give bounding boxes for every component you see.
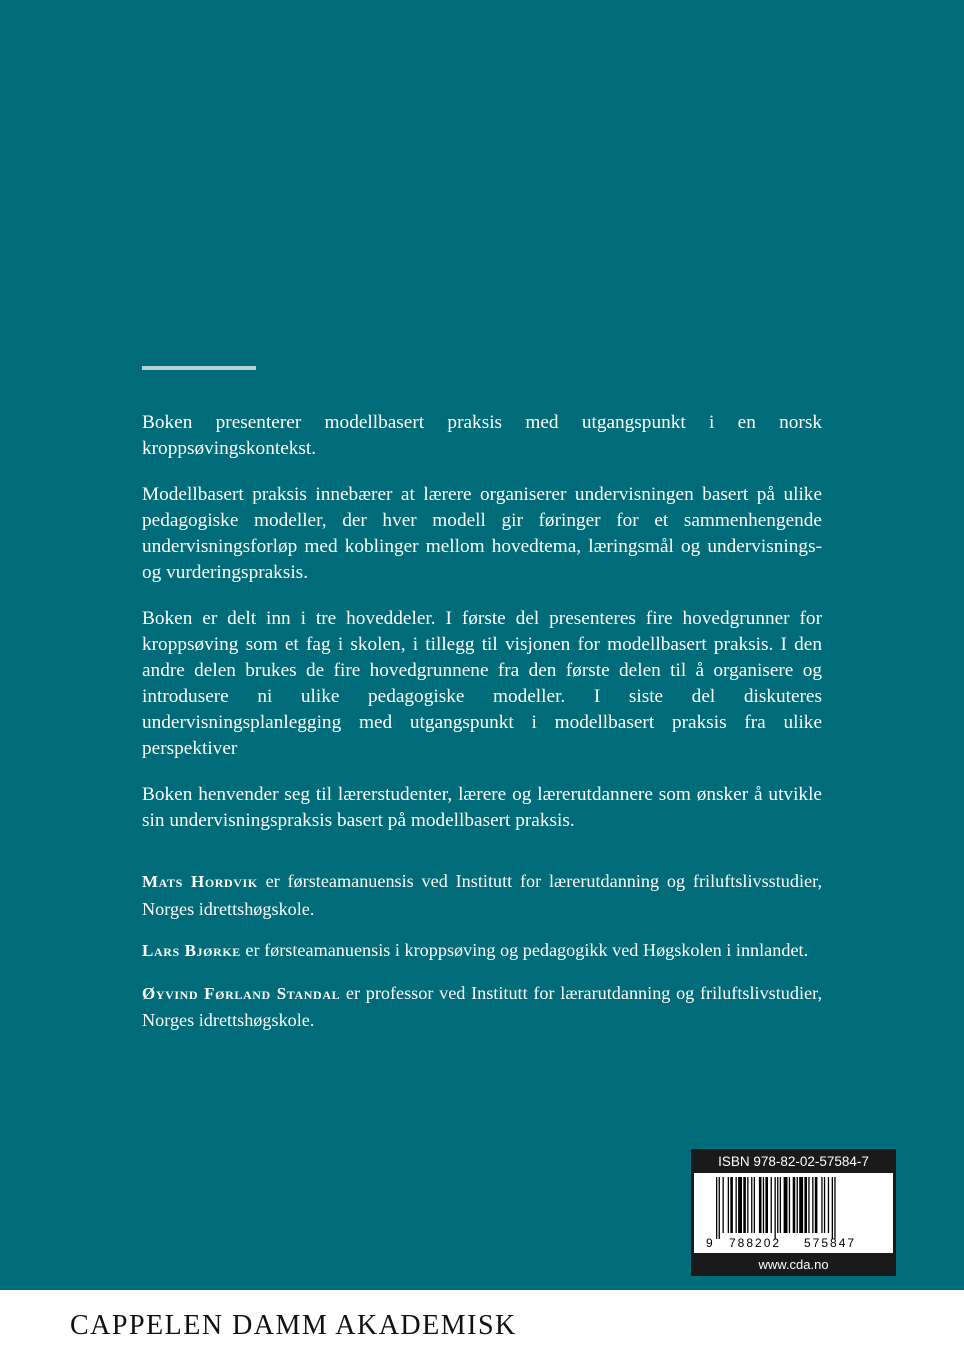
decorative-rule (142, 366, 256, 370)
barcode-bar (723, 1177, 724, 1233)
barcode-bar (738, 1177, 742, 1233)
barcode-bar (777, 1177, 778, 1233)
barcode-bar (730, 1177, 733, 1233)
barcode-bar (799, 1177, 803, 1233)
barcode-bar (832, 1177, 833, 1239)
barcode-bar (812, 1177, 813, 1233)
website-label: www.cda.no (758, 1257, 829, 1272)
isbn-label: ISBN 978-82-02-57584-7 (718, 1154, 869, 1169)
isbn-barcode-box (691, 1149, 896, 1276)
barcode-bar (751, 1177, 752, 1233)
barcode-bar (804, 1177, 807, 1233)
author-bio-2 (142, 937, 822, 965)
barcode-digit-first: 9 (706, 1236, 713, 1250)
barcode-bar (747, 1177, 748, 1233)
blurb-paragraph-3: Boken er delt inn i tre hoveddeler. I første del presenteres fire hovedgrunner for kroppsøving som et fag i skolen, i tillegg til visjonen for modellbasert praksis. I den andre delen brukes de fire hovedgrunnene fra den første delen til å organisere og introdusere ni ulike pedagogiske modeller. I siste del diskuteres undervisningsplanlegging med utgangspunkt i modellbasert praksis fra ulike perspektiver (142, 608, 822, 759)
publisher-logo: CAPPELEN DAMM AKADEMISK (70, 1310, 517, 1341)
barcode-bar (775, 1177, 776, 1239)
barcode-bar (771, 1177, 772, 1233)
barcode-bar (815, 1177, 818, 1233)
author-name: Øyvind Førland Standal (142, 983, 341, 1003)
barcode-bar (759, 1177, 762, 1233)
barcode-digits-left: 788202 (729, 1236, 782, 1250)
blurb-text (142, 410, 822, 1049)
barcode-bar (736, 1177, 737, 1233)
barcode-bar (834, 1177, 835, 1239)
author-bio-1 (142, 868, 822, 922)
barcode-digits-right: 575847 (804, 1236, 857, 1250)
barcode-bar (824, 1177, 825, 1233)
author-name: Mats Hordvik (142, 872, 258, 891)
barcode-bar (765, 1177, 768, 1233)
barcode-bar (789, 1177, 790, 1233)
barcode-bar (743, 1177, 746, 1233)
barcode (694, 1173, 893, 1253)
barcode-bar (780, 1177, 781, 1233)
blurb-paragraph-4: Boken henvender seg til lærerstudenter, lærere og lærerutdannere som ønsker å utvikle sin undervisningspraksis basert på modellbasert praksis. (142, 784, 822, 831)
barcode-bar (821, 1177, 822, 1233)
barcode-bar (797, 1177, 798, 1233)
author-bio-3 (142, 980, 822, 1034)
author-name: Lars Bjørke (142, 941, 241, 960)
barcode-bar (716, 1177, 717, 1239)
barcode-bar (719, 1177, 720, 1239)
author-description: er professor ved Institutt for lærarutdanning og friluftslivstudier, Norges idrettshøgskole. (142, 982, 822, 1030)
barcode-bar (828, 1177, 829, 1233)
blurb-paragraph-2: Modellbasert praksis innebærer at lærere organiserer undervisningen basert på ulike pedagogiske modeller, der hver modell gir føringer for et sammenhengende undervisningsforløp med koblinger mellom hovedtema, læringsmål og undervisnings- og vurderingspraksis. (142, 484, 822, 583)
barcode-bar (728, 1177, 729, 1233)
barcode-bar (763, 1177, 764, 1233)
barcode-graphic (694, 1173, 893, 1253)
author-description: er førsteamanuensis ved Institutt for lærerutdanning og friluftslivsstudier, Norges idrettshøgskole. (142, 871, 822, 919)
blurb-paragraph-1: Boken presenterer modellbasert praksis med utgangspunkt i en norsk kroppsøvingskontekst. (142, 412, 822, 459)
author-description: er førsteamanuensis i kroppsøving og pedagogikk ved Høgskolen i innlandet. (240, 940, 809, 960)
barcode-bar (784, 1177, 788, 1233)
barcode-bar (808, 1177, 809, 1233)
barcode-bar (793, 1177, 796, 1233)
barcode-bar (754, 1177, 755, 1233)
